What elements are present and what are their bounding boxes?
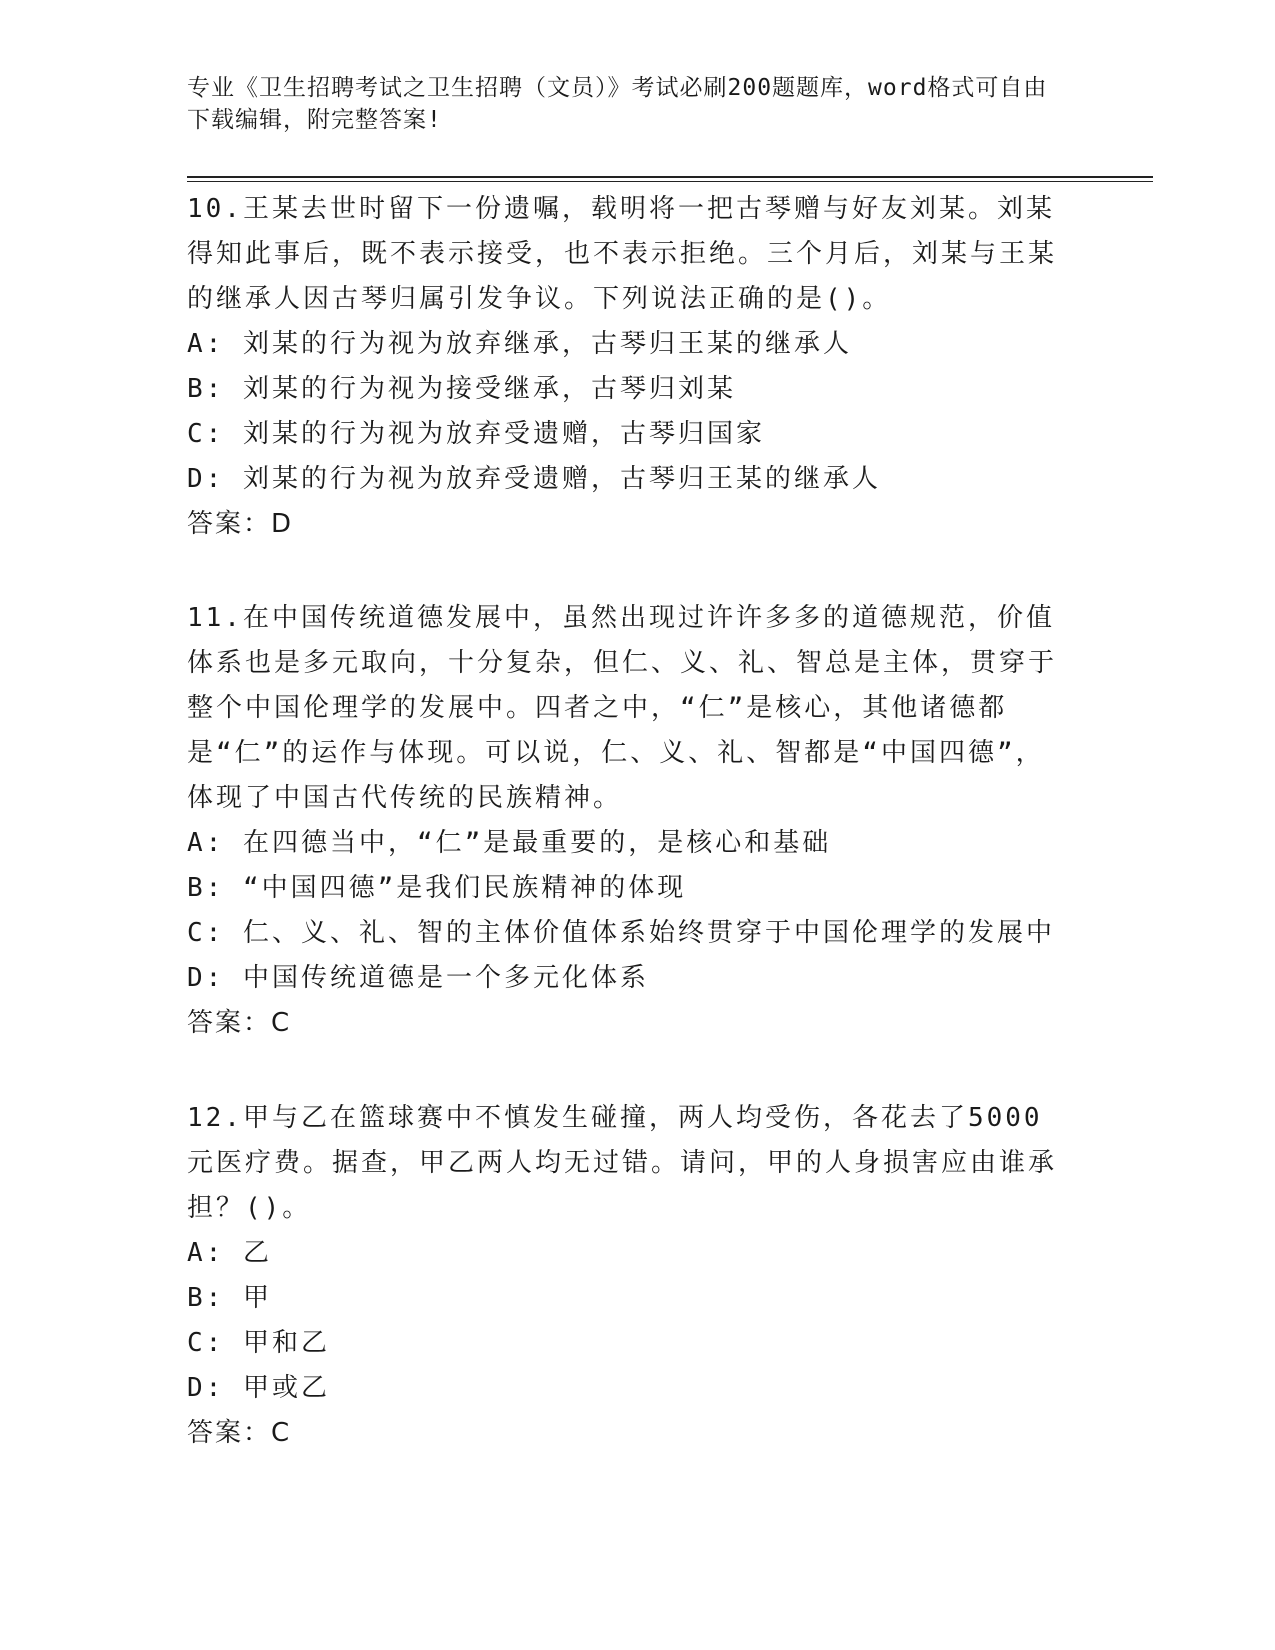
option-a: A: 在四德当中，“仁”是最重要的，是核心和基础 [187, 828, 832, 858]
question-12 [187, 1096, 1067, 1456]
question-10 [187, 187, 1067, 547]
option-c: C: 仁、义、礼、智的主体价值体系始终贯穿于中国伦理学的发展中 [187, 918, 1055, 948]
option-b: B: “中国四德”是我们民族精神的体现 [187, 873, 687, 903]
option-a: A: 刘某的行为视为放弃继承，古琴归王某的继承人 [187, 329, 852, 359]
answer-line: 答案：D [187, 509, 294, 539]
option-d: D: 刘某的行为视为放弃受遗赠，古琴归王某的继承人 [187, 464, 881, 494]
document-header: 专业《卫生招聘考试之卫生招聘（文员）》考试必刷200题题库，word格式可自由下载编辑，附完整答案! [187, 75, 1048, 133]
option-c: C: 刘某的行为视为放弃受遗赠，古琴归国家 [187, 419, 765, 449]
option-d: D: 中国传统道德是一个多元化体系 [187, 963, 649, 993]
answer-line: 答案：C [187, 1008, 292, 1038]
question-11 [187, 596, 1067, 1046]
option-d: D: 甲或乙 [187, 1373, 330, 1403]
question-stem: 12.甲与乙在篮球赛中不慎发生碰撞，两人均受伤，各花去了5000元医疗费。据查，甲乙两人均无过错。请问，甲的人身损害应由谁承担？()。 [187, 1103, 1058, 1223]
header-rule-thick [187, 176, 1153, 178]
option-b: B: 刘某的行为视为接受继承，古琴归刘某 [187, 374, 736, 404]
header-rule-thin [187, 181, 1153, 182]
option-c: C: 甲和乙 [187, 1328, 330, 1358]
option-b: B: 甲 [187, 1283, 272, 1313]
question-stem: 10.王某去世时留下一份遗嘱，载明将一把古琴赠与好友刘某。刘某得知此事后，既不表示接受，也不表示拒绝。三个月后，刘某与王某的继承人因古琴归属引发争议。下列说法正确的是()。 [187, 194, 1058, 314]
question-stem: 11.在中国传统道德发展中，虽然出现过许许多多的道德规范，价值体系也是多元取向，十分复杂，但仁、义、礼、智总是主体，贯穿于整个中国伦理学的发展中。四者之中，“仁”是核心，其他诸德都是“仁”的运作与体现。可以说，仁、义、礼、智都是“中国四德”，体现了中国古代传统的民族精神。 [187, 603, 1058, 813]
answer-line: 答案：C [187, 1418, 292, 1448]
option-a: A: 乙 [187, 1238, 272, 1268]
